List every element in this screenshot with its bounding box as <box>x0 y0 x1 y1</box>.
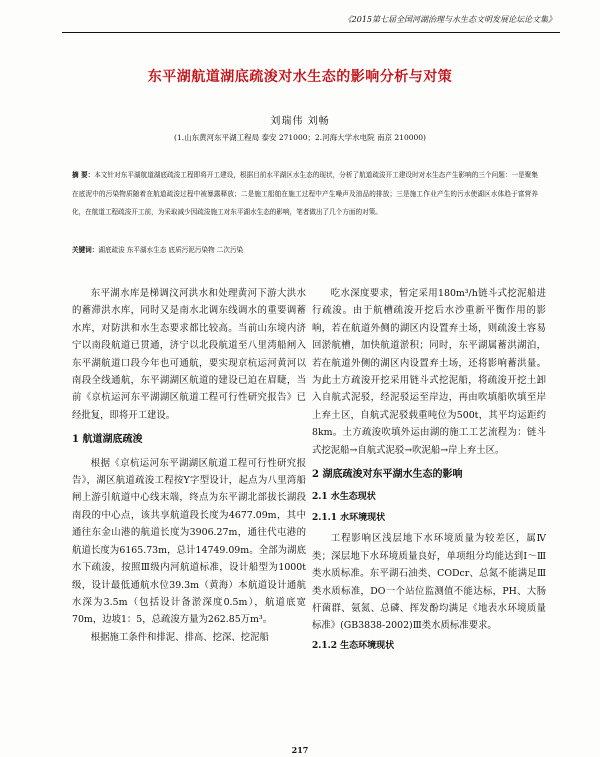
subsection-heading: 2.1 水生态现状 <box>312 492 376 503</box>
abstract <box>72 166 538 222</box>
authors: 刘瑞伟 刘畅 <box>270 116 330 127</box>
left-column <box>72 285 306 646</box>
paragraph: 根据施工条件和排泥、排高、挖深、挖泥船 <box>90 631 269 643</box>
paragraph: 东平湖水库是梯调汶河洪水和处理黄河下游大洪水的蓄滞洪水库，同时又是南水北调东线调水的重要调蓄水库，对防洪和水生态要求都比较高。当前山东境内济宁以南段航道已贯通，济宁以北段航道至八里湾船闸入东平湖航道口段今年也可通航，要实现京杭运河黄河以南段全线通航，东平湖湖区航道的建设已迫在眉睫，当前《京杭运河东平湖湖区航道工程可行性研究报告》已经批复，即将开工建设。 <box>72 288 306 421</box>
paragraph: 吃水深度要求，暂定采用180m³/h链斗式挖泥船进行疏浚。由于航槽疏浚开挖后水沙重新平衡作用的影响，若在航道外侧的湖区内设置弃土场，则疏浚土容易回淤航槽，加快航道淤积；同时，东平湖属蓄洪湖泊，若在航道外侧的湖区内设置弃土场，还将影响蓄洪量。为此土方疏浚开挖采用链斗式挖泥船，将疏浚开挖土卸入自航式泥驳，经泥驳运至岸边，再由吹填船吹填至岸上弃土区，自航式泥驳载重吨位为500t，其平均运距约8km。土方疏浚吹填外运由湖的施工工艺流程为：链斗式挖泥船→自航式泥驳→吹泥船→岸上弃土区。 <box>312 288 546 456</box>
header-rule <box>62 32 560 33</box>
subsubsection-heading: 2.1.2 生态环境现状 <box>312 640 395 651</box>
paper-title: 东平湖航道湖底疏浚对水生态的影响分析与对策 <box>147 69 453 85</box>
keywords-label: 关键词： <box>72 246 99 254</box>
paragraph: 工程影响区浅层地下水环境质量为较差区，属Ⅳ类；深层地下水环境质量良好，单项组分均能达到Ⅰ～Ⅲ类水质标准。东平湖石油类、CODcr、总氮不能满足Ⅲ类水质标准，DO一个站位监测值不能达标，PH、大肠杆菌群、氨氮、总磷、挥发酚均满足《地表水环境质量标准》(GB3838-2002)Ⅲ类水质标准要求。 <box>312 533 546 632</box>
right-column <box>312 285 546 658</box>
subsubsection-heading: 2.1.1 水环境现状 <box>312 512 386 523</box>
section-heading: 1 航道湖底疏浚 <box>72 434 143 446</box>
running-header: 《2015第七届全国河湖治理与水生态文明发展论坛论文集》 <box>343 15 556 24</box>
keywords-text: 湖底疏浚 东平湖水生态 底质污泥污染物 二次污染 <box>98 246 244 254</box>
page-number: 217 <box>291 745 309 755</box>
keywords <box>72 244 538 254</box>
abstract-label: 摘 要： <box>72 171 95 179</box>
abstract-text: 本文针对东平湖航道湖底疏浚工程即将开工建设，根据目前水平湖区水生态的现状，分析了航道疏浚开工建设时对水生态产生影响的三个问题：一是聚集在底泥中的污染物质随着在航道疏浚过程中被暴露释放；二是施工船舶在施工过程中产生噪声及油品的排放；三是施工作业产生的污水使湖区水体趋于富营养化，在航道工程疏浚开工前，为采取减少因疏浚施工对东平湖水生态的影响，笔者做出了几个方面的对策。 <box>72 171 538 216</box>
affiliation: (1.山东黄河东平湖工程局 泰安 271000；2.河海大学水电院 南京 210000) <box>174 133 426 142</box>
paragraph: 根据《京杭运河东平湖湖区航道工程可行性研究报告》，湖区航道疏浚工程按Y字型设计，起点为八里湾船闸上游引航道中心线末端，终点为东平湖北部拔长湖段南段的中心点，该共享航道段长度为4677.09m，其中通往东金山港的航道长度为3906.27m，通往代屯港的航道长度为6165.73m，总计14749.09m。全部为湖底水下疏浚，按照Ⅲ级内河航道标准，设计船型为1000t级，设计最低通航水位39.3m（黄海）本航道设计通航水深为3.5m（包括设计备淤深度0.5m），航道底宽70m，边坡1：5，总疏浚方量为262.85万m³。 <box>72 457 306 626</box>
section-heading: 2 湖底疏浚对东平湖水生态的影响 <box>312 469 463 481</box>
